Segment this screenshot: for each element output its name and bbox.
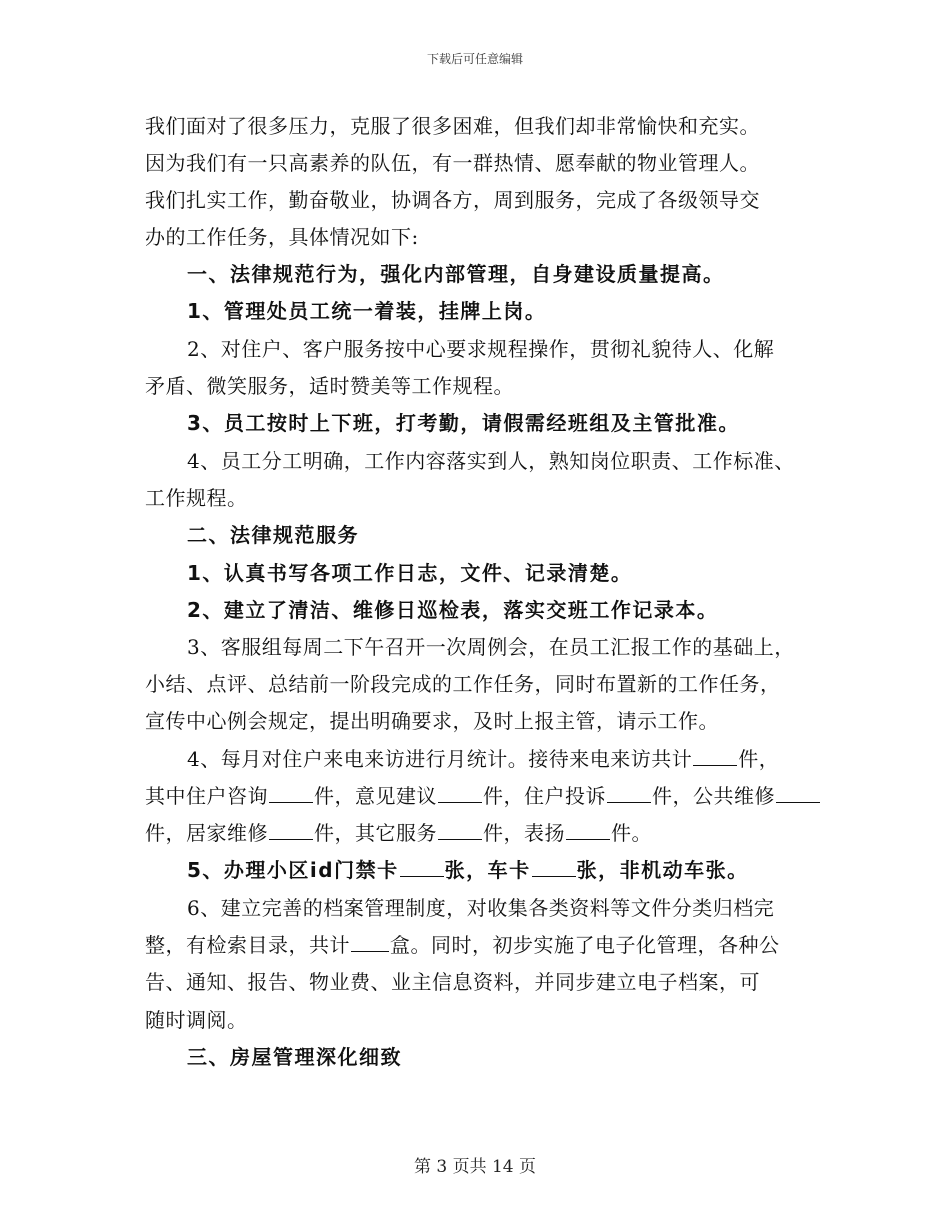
text-segment: 件， [738,747,780,771]
fill-blank [269,821,313,840]
text-segment: 其中住户咨询 [145,784,268,808]
paragraph-line: 我们面对了很多压力，克服了很多困难，但我们却非常愉快和充实。 [145,114,760,138]
page-footer: 第 3 页共 14 页 [413,1157,537,1177]
list-item-continuation [145,932,780,958]
list-item-bold: 1、认真书写各项工作日志，文件、记录清楚。 [187,561,633,585]
fill-blank [607,784,651,803]
text-segment: 件，表扬 [483,821,565,845]
list-item-continuation [145,820,652,846]
list-item-bold: 1、管理处员工统一着装，挂牌上岗。 [187,299,547,323]
paragraph-line: 我们扎实工作，勤奋敬业，协调各方，周到服务，完成了各级领导交 [145,188,760,212]
list-item-bold: 3、员工按时上下班，打考勤，请假需经班组及主管批准。 [187,411,740,435]
list-item: 6、建立完善的档案管理制度，对收集各类资料等文件分类归档完 [187,896,775,920]
fill-blank [438,784,482,803]
fill-blank [693,747,737,766]
list-item: 2、对住户、客户服务按中心要求规程操作，贯彻礼貌待人、化解 [187,337,775,361]
list-item: 4、员工分工明确，工作内容落实到人，熟知岗位职责、工作标准、 [187,449,795,473]
text-segment: 件，公共维修 [652,784,775,808]
list-item-continuation: 矛盾、微笑服务，适时赞美等工作规程。 [145,374,514,398]
text-segment: 件，其它服务 [314,821,437,845]
list-item-bold: 2、建立了清洁、维修日巡检表，落实交班工作记录本。 [187,598,719,622]
paragraph-line: 办的工作任务，具体情况如下: [145,225,419,249]
fill-blank [269,784,313,803]
list-item-continuation: 小结、点评、总结前一阶段完成的工作任务，同时布置新的工作任务， [145,672,781,696]
text-segment: 盒。同时，初步实施了电子化管理，各种公 [390,933,780,957]
list-item-continuation: 宣传中心例会规定，提出明确要求，及时上报主管，请示工作。 [145,709,719,733]
text-segment: 整，有检索目录，共计 [145,933,350,957]
text-segment: 张，非机动车张。 [576,858,749,882]
fill-blank [566,821,610,840]
fill-blank [532,858,576,877]
fill-blank [438,821,482,840]
fill-blank [776,784,820,803]
fill-blank [400,858,444,877]
list-item: 3、客服组每周二下午召开一次周例会，在员工汇报工作的基础上， [187,635,795,659]
list-item [187,746,779,772]
list-item-continuation: 随时调阅。 [145,1008,248,1032]
list-item-continuation: 告、通知、报告、物业费、业主信息资料，并同步建立电子档案，可 [145,970,760,994]
page-header: 下载后可任意编辑 [426,52,523,66]
text-segment: 张，车卡 [444,858,531,882]
section-heading-2: 二、法律规范服务 [187,523,359,547]
list-item-continuation [145,783,821,809]
text-segment: 件，意见建议 [314,784,437,808]
list-item-continuation: 工作规程。 [145,486,248,510]
text-segment: 件，住户投诉 [483,784,606,808]
text-segment: 4、每月对住户来电来访进行月统计。接待来电来访共计 [187,747,693,771]
text-segment: 件。 [611,821,652,845]
text-segment: 件，居家维修 [145,821,268,845]
text-segment: 5、办理小区id门禁卡 [187,858,399,882]
section-heading-3: 三、房屋管理深化细致 [187,1045,402,1069]
paragraph-line: 因为我们有一只高素养的队伍，有一群热情、愿奉献的物业管理人。 [145,151,760,175]
fill-blank [351,933,389,952]
list-item-bold [187,857,749,883]
section-heading-1: 一、法律规范行为，强化内部管理，自身建设质量提高。 [187,262,725,286]
